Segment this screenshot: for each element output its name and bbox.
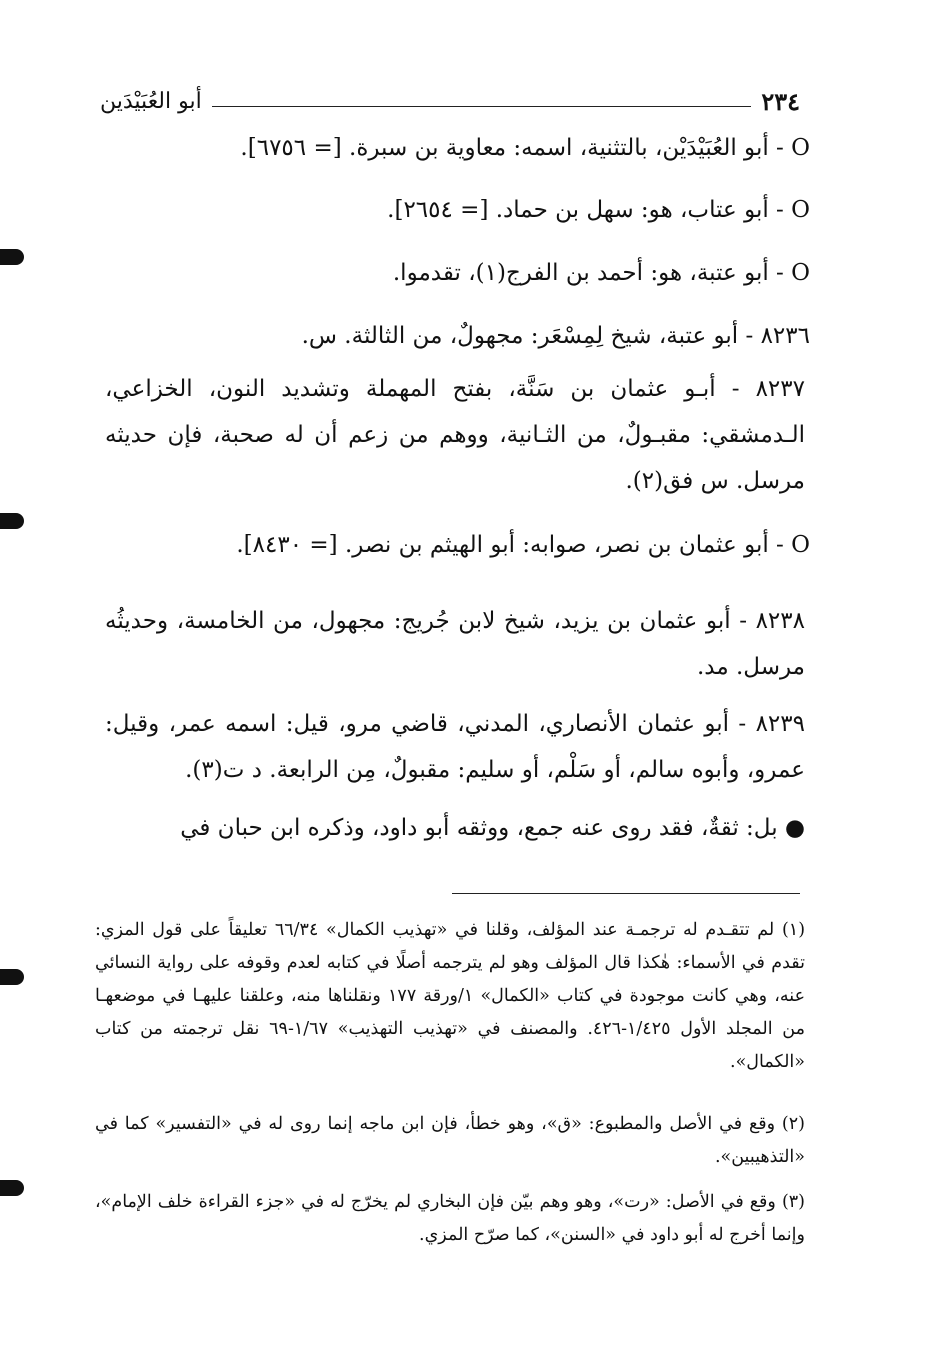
page-number: ٢٣٤ [761,86,800,116]
entry-8237: ٨٢٣٧ - أبـو عثمان بن سَنَّة، بفتح المهملة وتشديد النون، الخزاعي، الـدمشقي: مقبـولٌ، من الثـانية، ووهم من زعم أن له صحبة، فإن حديثه مرسل. س فق(٢). [105,376,805,494]
edge-tab-marker [0,969,24,985]
entry-comment: ● بل: ثقةٌ، فقد روى عنه جمع، ووثقه أبو داود، وذكره ابن حبان في [180,815,805,841]
entry-8239: ٨٢٣٩ - أبو عثمان الأنصاري، المدني، قاضي مرو، قيل: اسمه عمر، وقيل: عمرو، وأبوه سالم، أو سَلْم، أو سليم: مقبولٌ، مِن الرابعة. د ت(٣). [105,711,805,783]
running-title: أبو العُبَيْدَين [100,88,202,114]
edge-tab-marker [0,1180,24,1196]
footnote-1: (١) لم تتقـدم له ترجمـة عند المؤلف، وقلنا في «تهذيب الكمال» ٦٦/٣٤ تعليقاً على قول المزي: تقدم في الأسماء: هٰكذا قال المؤلف وهو لم يترجمه أصلًا في كتابه لعدم وقوفه على رواية النسائي عنه، وهي كانت موجودة في كتاب «الكمال» ١/ورقة ١٧٧ ونقلناها منه، وعلقنا عليهـا في موضعهـا من المجلد الأول ١/٤٢٥-٤٢٦. والمصنف في «تهذيب التهذيب» ١/٦٧-٦٩ نقل ترجمته من كتاب «الكمال». [95,920,806,1072]
footnote-2: (٢) وقع في الأصل والمطبوع: «ق»، وهو خطأ، فإن ابن ماجه إنما روى له في «التفسير» كما في «التذهيبين». [95,1114,805,1167]
edge-tab-marker [0,249,24,265]
entry-8238: ٨٢٣٨ - أبو عثمان بن يزيد، شيخ لابن جُريج: مجهول، من الخامسة، وحديثُه مرسل. مد. [105,608,805,680]
page-header [100,84,800,118]
header-rule [212,106,752,107]
entry-abu-attab: O - أبو عتاب، هو: سهل بن حماد. [= ٢٦٥٤]. [387,197,810,223]
footnote-rule [452,893,800,894]
entry-abu-al-ubaydayn: O - أبو العُبَيْدَيْن، بالتثنية، اسمه: معاوية بن سبرة. [= ٦٧٥٦]. [240,135,810,161]
entry-abu-utba-ahmad: O - أبو عتبة، هو: أحمد بن الفرج(١)، تقدموا. [392,260,810,286]
entry-8236: ٨٢٣٦ - أبو عتبة، شيخ لِمِسْعَر: مجهولٌ، من الثالثة. س. [301,323,810,349]
footnote-3: (٣) وقع في الأصل: «رت»، وهو وهم بيّن فإن البخاري لم يخرّج له في «جزء القراءة خلف الإمام»، وإنما أخرج له أبو داود في «السنن»، كما صرّح المزي. [95,1192,805,1245]
edge-tab-marker [0,513,24,529]
entry-abu-uthman-ibn-nasr: O - أبو عثمان بن نصر، صوابه: أبو الهيثم بن نصر. [= ٨٤٣٠]. [236,532,810,558]
